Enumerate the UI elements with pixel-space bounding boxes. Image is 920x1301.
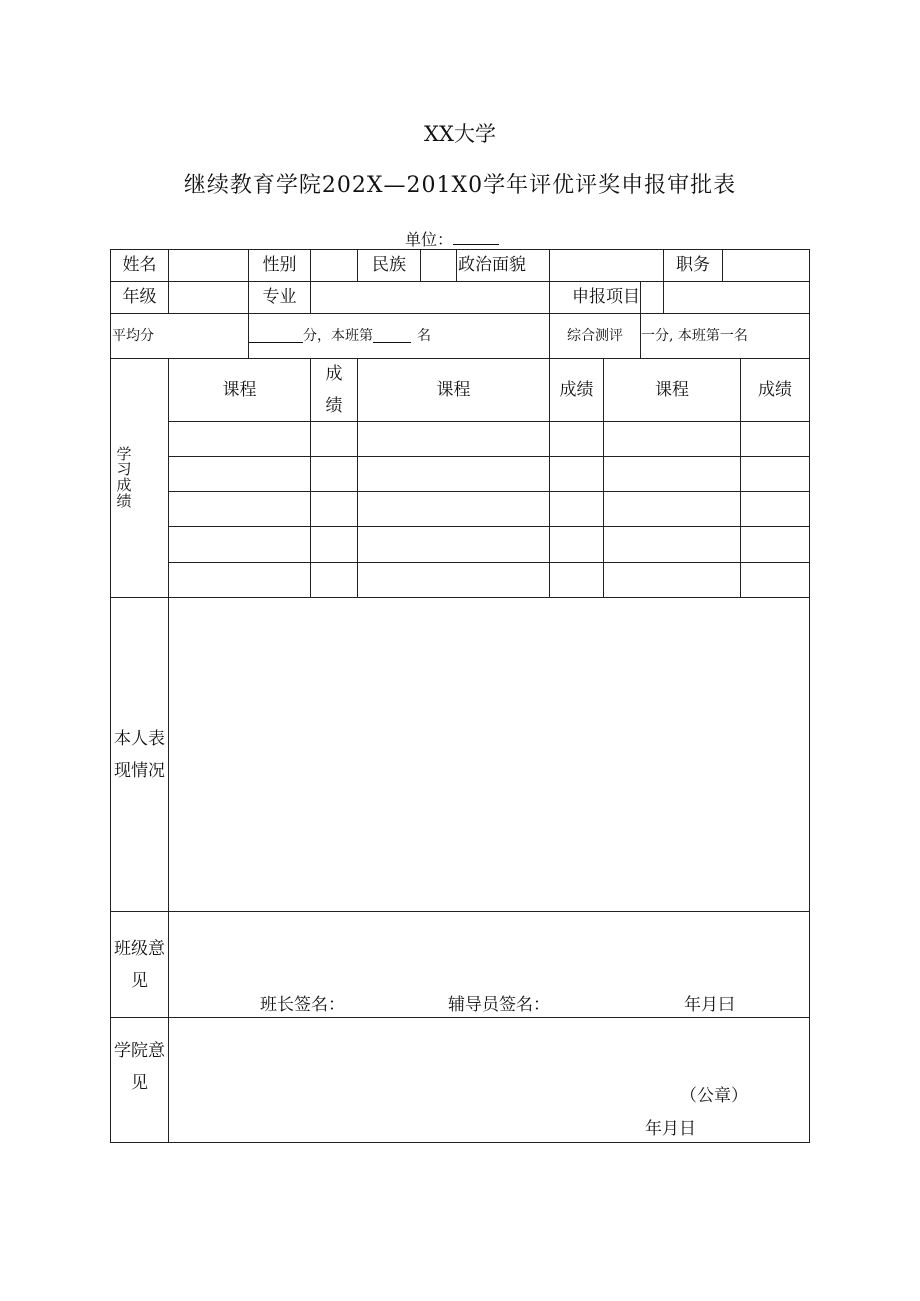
course-cell[interactable]	[604, 563, 740, 597]
performance-label-line: 现情况	[114, 760, 165, 781]
class-opinion-date: 年月曰	[684, 994, 735, 1015]
score-cell[interactable]	[311, 563, 357, 597]
grade-value[interactable]	[169, 282, 248, 313]
performance-label-line: 本人表	[114, 728, 165, 749]
score-cell[interactable]	[550, 527, 603, 562]
study-grades-char: 习	[116, 460, 132, 479]
score-header-3: 成绩	[758, 379, 792, 400]
ethnicity-value[interactable]	[421, 250, 456, 281]
score-header-2: 成绩	[559, 379, 594, 400]
unit-blank	[453, 230, 499, 245]
score-cell[interactable]	[550, 563, 603, 597]
score-header-1	[311, 359, 357, 421]
class-opinion-label-line: 班级意	[114, 938, 165, 959]
avg-rank-blank	[373, 329, 411, 343]
score-cell[interactable]	[311, 422, 357, 456]
form-title: 继续教育学院202X—201X0学年评优评奖申报审批表	[183, 173, 737, 198]
score-header-char: 成	[325, 364, 343, 384]
performance-label	[111, 598, 168, 911]
major-value[interactable]	[311, 282, 549, 313]
course-cell[interactable]	[169, 422, 310, 456]
table-line	[110, 1142, 810, 1143]
ethnicity-label: 民族	[372, 255, 406, 276]
table-line	[809, 249, 810, 1143]
college-opinion-label	[111, 1018, 168, 1116]
course-cell[interactable]	[358, 492, 549, 526]
course-cell[interactable]	[358, 422, 549, 456]
score-cell[interactable]	[550, 492, 603, 526]
avg-score-field[interactable]	[249, 314, 549, 358]
class-opinion-label	[111, 912, 168, 1017]
course-cell[interactable]	[358, 457, 549, 491]
unit-field	[405, 227, 499, 250]
course-cell[interactable]	[604, 457, 740, 491]
course-header-3: 课程	[655, 379, 689, 400]
study-grades-char: 成	[116, 476, 132, 494]
score-cell[interactable]	[550, 457, 603, 491]
score-cell[interactable]	[311, 527, 357, 562]
course-cell[interactable]	[604, 492, 740, 526]
major-label: 专业	[262, 287, 297, 308]
course-cell[interactable]	[169, 492, 310, 526]
score-cell[interactable]	[741, 492, 809, 526]
course-cell[interactable]	[358, 563, 549, 597]
project-label: 申报项目	[572, 287, 640, 308]
course-header-2: 课程	[436, 379, 471, 400]
position-value[interactable]	[723, 250, 809, 281]
course-header-1: 课程	[222, 379, 257, 400]
score-cell[interactable]	[741, 457, 809, 491]
project-value[interactable]	[664, 282, 809, 313]
table-line	[110, 911, 810, 912]
performance-content[interactable]	[169, 598, 809, 911]
course-cell[interactable]	[169, 563, 310, 597]
college-opinion-label-line: 见	[131, 1073, 148, 1093]
comprehensive-eval-label: 综合测评	[567, 327, 623, 344]
comprehensive-eval-value[interactable]: 一分, 本班第一名	[641, 327, 748, 344]
unit-label: 单位：	[405, 230, 454, 249]
name-label: 姓名	[122, 255, 157, 276]
counselor-signature-label: 辅导员签名：	[448, 994, 550, 1015]
college-opinion-label-line: 学院意	[114, 1041, 165, 1061]
avg-rank-suffix: 名	[417, 327, 431, 344]
score-cell[interactable]	[311, 492, 357, 526]
gender-value[interactable]	[311, 250, 357, 281]
grade-label: 年级	[122, 287, 157, 308]
score-cell[interactable]	[550, 422, 603, 456]
table-line	[110, 1017, 810, 1018]
university-title: XX大学	[424, 122, 496, 146]
course-cell[interactable]	[604, 527, 740, 562]
score-cell[interactable]	[741, 422, 809, 456]
score-header-char: 绩	[325, 396, 343, 416]
college-opinion-date: 年月日	[645, 1118, 696, 1139]
score-cell[interactable]	[741, 563, 809, 597]
name-value[interactable]	[169, 250, 248, 281]
monitor-signature-label: 班长签名：	[260, 994, 345, 1015]
class-opinion-label-line: 见	[131, 970, 148, 991]
gender-label: 性别	[262, 255, 297, 276]
study-grades-char: 绩	[116, 491, 132, 510]
course-cell[interactable]	[169, 457, 310, 491]
course-cell[interactable]	[169, 527, 310, 562]
political-value[interactable]	[550, 250, 663, 281]
avg-score-label: 平均分	[112, 327, 154, 344]
avg-score-blank	[249, 329, 303, 343]
avg-score-unit: 分，本班第	[303, 327, 373, 344]
study-grades-char: 学	[116, 444, 132, 463]
political-label: 政治面貌	[458, 255, 526, 276]
position-label: 职务	[676, 255, 710, 276]
official-seal-label: （公章）	[680, 1085, 748, 1106]
score-cell[interactable]	[741, 527, 809, 562]
study-grades-label	[113, 359, 135, 597]
score-cell[interactable]	[311, 457, 357, 491]
course-cell[interactable]	[358, 527, 549, 562]
course-cell[interactable]	[604, 422, 740, 456]
